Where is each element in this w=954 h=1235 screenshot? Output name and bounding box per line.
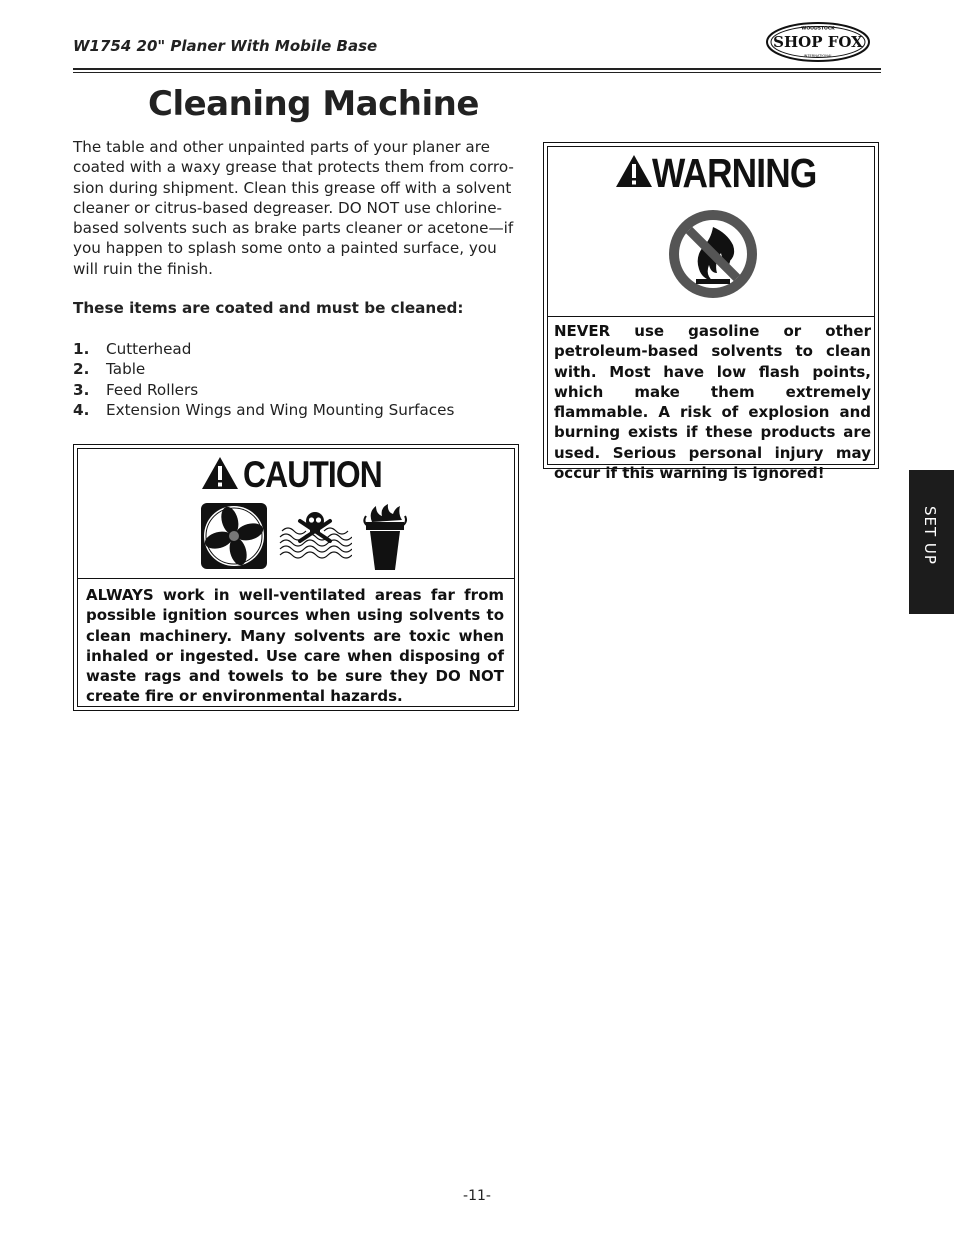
alert-triangle-icon [614,153,654,189]
caution-header [78,449,514,579]
section-side-tab[interactable] [909,470,954,614]
caution-text: ALWAYS work in well-ventilated areas far from possible ignition sources when using solvents to clean machinery. Many solvents are toxic when inhaled or ingested. Use care when disposing of waste rags and towels to be sure they DO NOT create fire or environmental hazards. [86,586,504,706]
list-item-text: Table [106,360,146,379]
list-item-text: Extension Wings and Wing Mounting Surfaces [106,400,455,419]
manual-title: W1754 20" Planer With Mobile Base [73,37,378,55]
cleaning-items-list [73,339,454,420]
list-item-number: 3. [73,380,90,399]
page-title: Cleaning Machine [148,84,479,124]
list-item [73,359,454,379]
alert-triangle-icon [200,455,240,491]
header-rule-thin [73,72,881,73]
logo-subtext-top: WOODSTOCK [801,26,835,32]
logo-text: SHOP FOX [773,33,863,51]
warning-text: NEVER use gasoline or other petroleum-based solvents to clean with. Most have low flash points, which make them extremely flammable. A risk of explosion and burning exists if these products are used. Serious personal injury may occur if this warning is ignored! [554,322,871,483]
toxic-fumes-icon [278,507,352,563]
warning-label: WARNING [652,150,817,196]
list-item-number: 1. [73,340,90,358]
caution-label: CAUTION [243,454,382,495]
no-flame-icon [666,207,760,301]
warning-box [543,142,879,483]
items-heading: These items are coated and must be cleaned: [73,299,464,317]
warning-frame [547,146,875,483]
list-item-number: 2. [73,360,90,379]
shop-fox-logo [765,20,871,64]
fan-icon [200,502,268,570]
list-item [73,339,454,359]
caution-frame [77,448,515,707]
list-item-text: Cutterhead [106,340,192,358]
intro-text: The table and other unpainted parts of your planer are coated with a waxy grease that protects them from corro-sion during shipment. Clean this grease off with a solvent cleaner or citrus-based degreaser. DO NOT use chlorine-based solvents such as brake parts cleaner or acetone—if you happen to splash some onto a painted surface, you will ruin the finish. [73,138,514,278]
list-item [73,400,454,420]
page-number: -11- [463,1188,491,1204]
list-item [73,380,454,400]
warning-header [548,147,874,317]
intro-paragraph [73,137,523,279]
side-tab-label: SET UP [921,506,939,565]
caution-box [73,444,519,711]
burning-bucket-icon [360,504,410,572]
list-item-text: Feed Rollers [106,380,199,399]
header-rule-thick [73,68,881,70]
list-item-number: 4. [73,400,90,419]
logo-subtext-bottom: INTERNATIONAL [803,54,833,58]
